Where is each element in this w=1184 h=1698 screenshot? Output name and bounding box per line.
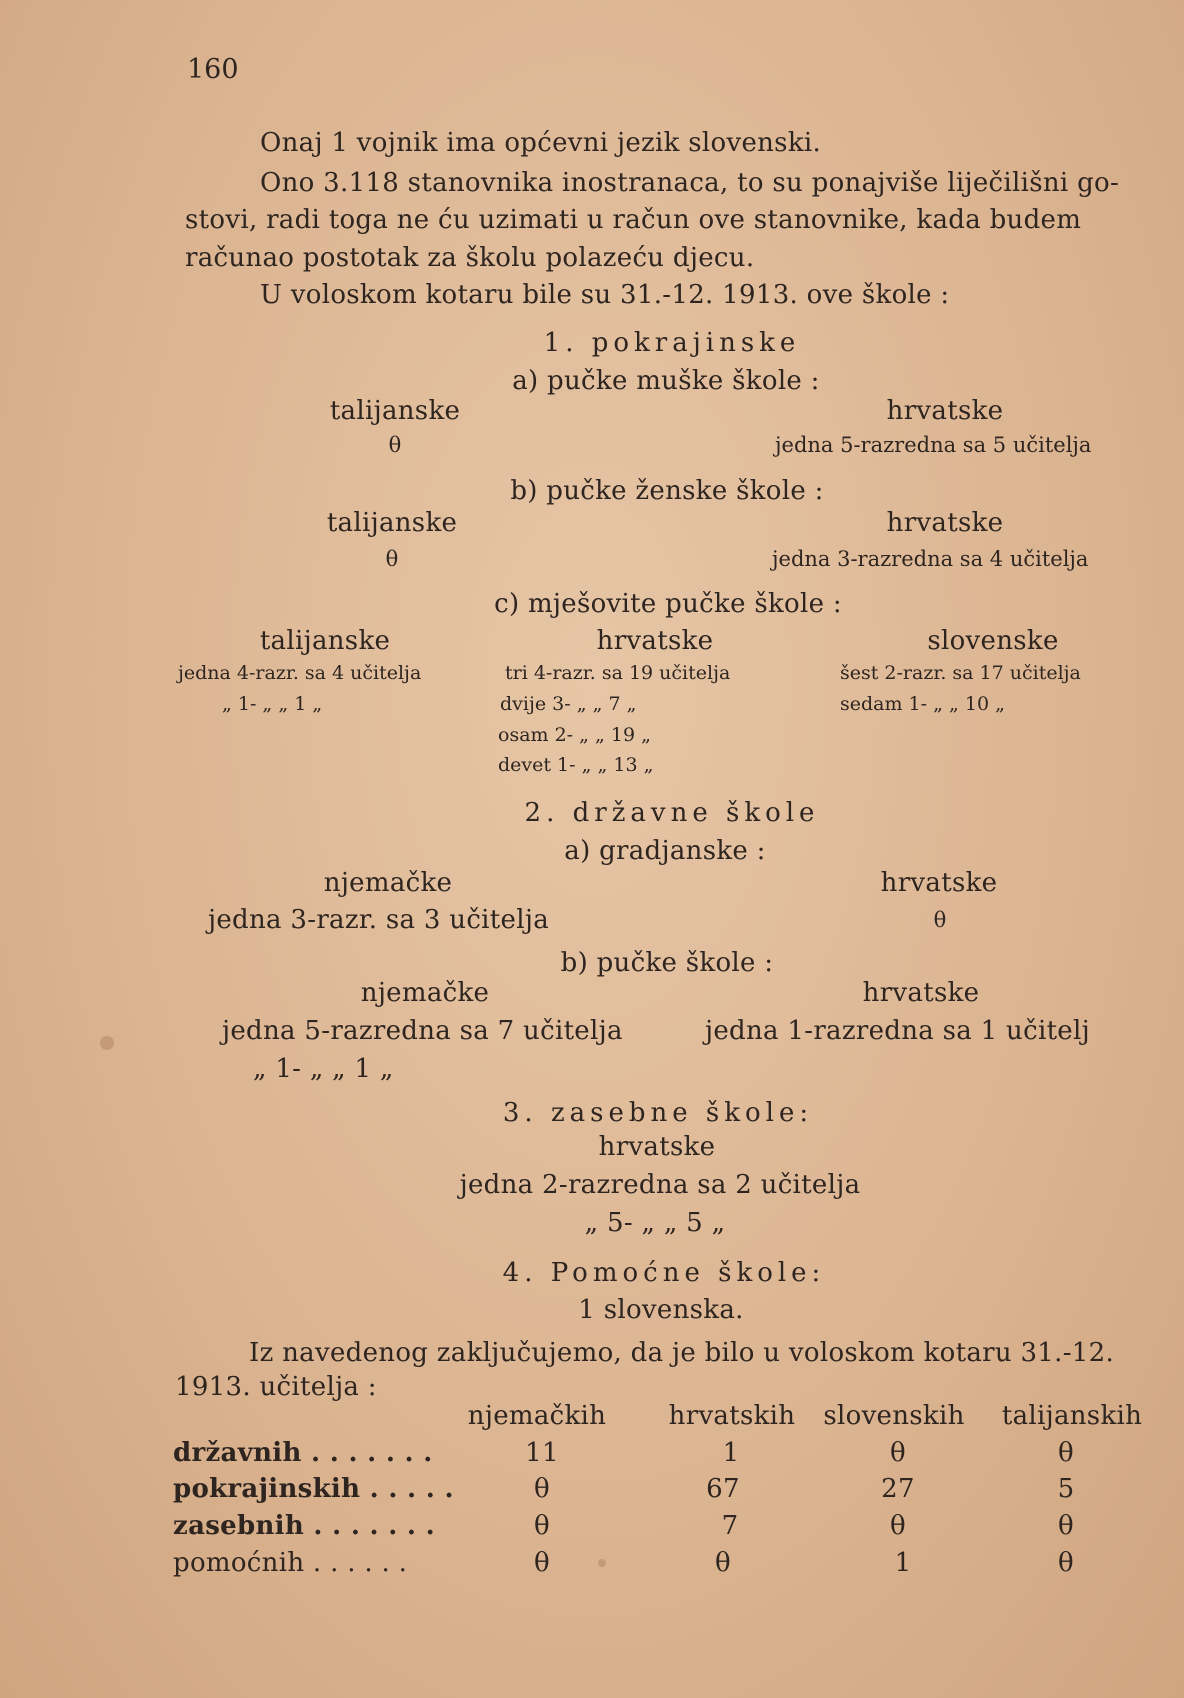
table-cell: θ [890, 1511, 906, 1541]
table-cell: 1 [722, 1438, 740, 1468]
column-label: talijanske [326, 508, 458, 538]
page-stain [100, 1036, 114, 1050]
table-header: njemačkih [467, 1401, 607, 1431]
table-cell: θ [534, 1548, 550, 1578]
table-cell: θ [534, 1474, 550, 1504]
table-value: jedna 4-razr. sa 4 učitelja [178, 662, 422, 684]
paragraph-line: računao postotak za školu polazeću djecu. [185, 243, 755, 273]
table-cell: θ [890, 1438, 906, 1468]
table-value: „ 1- „ „ 1 „ [253, 1054, 394, 1084]
table-cell: 5 [1057, 1474, 1075, 1504]
column-label: hrvatske [596, 626, 714, 656]
column-label: hrvatske [598, 1132, 716, 1162]
table-cell: 7 [721, 1511, 739, 1541]
table-value: jedna 1-razredna sa 1 učitelj [705, 1016, 1090, 1046]
column-label: slovenske [927, 626, 1059, 656]
page-number: 160 [187, 54, 239, 85]
table-value: jedna 5-razredna sa 7 učitelja [222, 1016, 623, 1046]
table-value: θ [933, 908, 947, 932]
table-value: jedna 2-razredna sa 2 učitelja [459, 1170, 861, 1200]
table-cell: θ [1058, 1438, 1074, 1468]
row-label: državnih . . . . . . . [173, 1438, 433, 1468]
table-cell: 27 [881, 1474, 915, 1504]
table-value: „ 1- „ „ 1 „ [222, 693, 323, 715]
paragraph-line: 1913. učitelja : [175, 1372, 377, 1402]
table-value: jedna 5-razredna sa 5 učitelja [775, 433, 1092, 457]
subsection-heading: b) pučke ženske škole : [510, 476, 824, 506]
column-label: talijanske [259, 626, 391, 656]
table-value: sedam 1- „ „ 10 „ [840, 693, 1005, 715]
table-value: θ [388, 433, 402, 457]
section-heading: 1. pokrajinske [543, 328, 801, 358]
table-value: dvije 3- „ „ 7 „ [500, 693, 637, 715]
table-cell: θ [534, 1511, 550, 1541]
column-label: hrvatske [886, 508, 1004, 538]
table-cell: 67 [706, 1474, 740, 1504]
subsection-heading: b) pučke škole : [560, 948, 774, 978]
subsection-heading: a) pučke muške škole : [512, 366, 820, 396]
page-stain [598, 1559, 606, 1567]
table-value: šest 2-razr. sa 17 učitelja [840, 662, 1081, 684]
table-value: θ [385, 547, 399, 571]
subsection-heading: a) gradjanske : [564, 836, 766, 866]
row-label: pokrajinskih . . . . . [173, 1474, 454, 1504]
column-label: njemačke [323, 868, 453, 898]
paragraph-line: stovi, radi toga ne ću uzimati u račun ove stanovnike, kada budem [185, 205, 1082, 235]
section-heading: 2. državne škole [524, 798, 820, 828]
table-value: jedna 3-razredna sa 4 učitelja [772, 547, 1089, 571]
column-label: hrvatske [880, 868, 998, 898]
column-label: talijanske [329, 396, 461, 426]
table-header: slovenskih [823, 1401, 965, 1431]
section-heading: 3. zasebne škole: [502, 1098, 814, 1128]
table-cell: θ [1058, 1548, 1074, 1578]
subsection-heading: c) mješovite pučke škole : [494, 589, 842, 619]
table-value: jedna 3-razr. sa 3 učitelja [208, 905, 550, 935]
table-cell: θ [715, 1548, 731, 1578]
column-label: njemačke [360, 978, 490, 1008]
table-cell: 1 [894, 1548, 912, 1578]
paragraph-line: Iz navedenog zaključujemo, da je bilo u voloskom kotaru 31.-12. [249, 1338, 1115, 1368]
table-value: tri 4-razr. sa 19 učitelja [505, 662, 731, 684]
table-cell: θ [1058, 1511, 1074, 1541]
section-heading: 4. Pomoćne škole: [502, 1258, 826, 1288]
paragraph-line: U voloskom kotaru bile su 31.-12. 1913. ove škole : [260, 280, 950, 310]
table-header: talijanskih [1001, 1401, 1143, 1431]
table-value: devet 1- „ „ 13 „ [498, 754, 654, 776]
table-value: „ 5- „ „ 5 „ [584, 1208, 726, 1238]
table-value: osam 2- „ „ 19 „ [498, 724, 651, 746]
table-value: 1 slovenska. [578, 1295, 744, 1325]
table-header: hrvatskih [668, 1401, 796, 1431]
column-label: hrvatske [886, 396, 1004, 426]
row-label: zasebnih . . . . . . . [173, 1511, 435, 1541]
row-label: pomoćnih . . . . . . [173, 1548, 408, 1578]
paragraph-line: Ono 3.118 stanovnika inostranaca, to su ponajviše liječilišni go- [260, 168, 1120, 198]
column-label: hrvatske [862, 978, 980, 1008]
table-cell: 11 [525, 1438, 559, 1468]
paragraph-line: Onaj 1 vojnik ima općevni jezik slovenski. [260, 128, 822, 158]
